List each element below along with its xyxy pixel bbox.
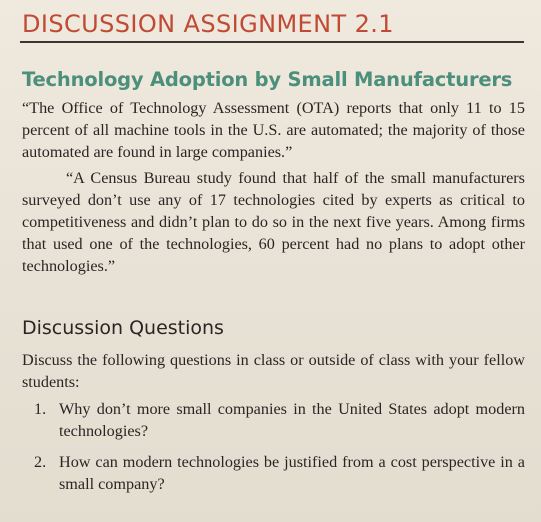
- question-number: 1.: [34, 400, 47, 418]
- quote-paragraph-census: “A Census Bureau study found that half of the small manufacturers surveyed don’t use any of 17 technologies cited by experts as critical to competitiveness and didn’t plan to do so in the next five years. Among firms that used one of the technologies, 60 percent had no plans to adopt other technologies.”: [22, 169, 525, 275]
- question-item: [22, 398, 525, 442]
- question-text: How can modern technologies be justified from a cost perspective in a small company?: [59, 453, 525, 493]
- question-text: Why don’t more small companies in the United States adopt modern technologies?: [59, 400, 525, 440]
- case-title: Technology Adoption by Small Manufacturers: [22, 68, 513, 91]
- quote-paragraph-ota: “The Office of Technology Assessment (OTA) reports that only 11 to 15 percent of all machine tools in the U.S. are automated; the majority of those automated are found in large companies.”: [22, 99, 525, 161]
- discussion-intro: Discuss the following questions in class or outside of class with your fellow students:: [22, 351, 525, 391]
- question-item: [22, 451, 525, 495]
- title-divider: [20, 41, 524, 43]
- question-list: [22, 398, 525, 504]
- question-number: 2.: [34, 453, 47, 471]
- assignment-title: DISCUSSION ASSIGNMENT 2.1: [22, 10, 394, 38]
- discussion-heading: Discussion Questions: [22, 317, 224, 339]
